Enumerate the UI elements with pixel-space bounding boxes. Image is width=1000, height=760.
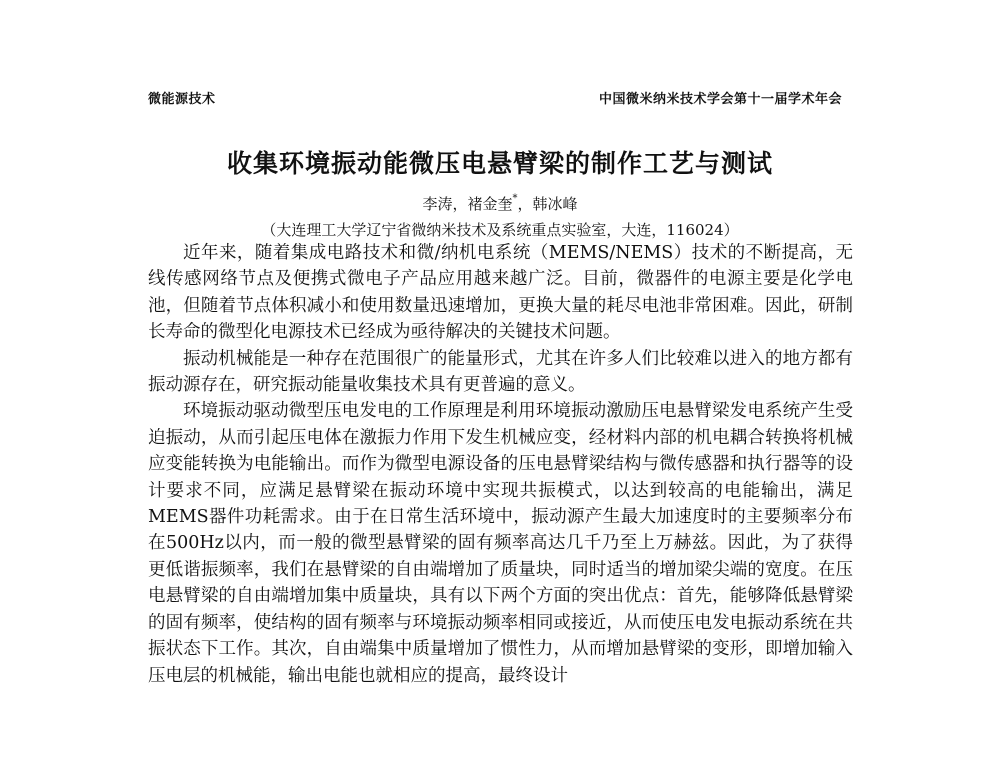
running-header-right: 中国微米纳米技术学会第十一届学术年会	[598, 92, 842, 107]
body-text	[148, 240, 853, 689]
paper-title: 收集环境振动能微压电悬臂梁的制作工艺与测试	[226, 149, 773, 178]
paragraph-vibration-energy: 振动机械能是一种存在范围很广的能量形式，尤其在许多人们比较难以进入的地方都有振动源存在，研究振动能量收集技术具有更普遍的意义。	[148, 348, 853, 396]
paragraph-intro: 近年来，随着集成电路技术和微/纳机电系统（MEMS/NEMS）技术的不断提高，无线传感网络节点及便携式微电子产品应用越来越广泛。目前，微器件的电源主要是化学电池，但随着节点体积减小和使用数量迅速增加，更换大量的耗尽电池非常困难。因此，研制长寿命的微型化电源技术已经成为亟待解决的关键技术问题。	[148, 243, 853, 343]
running-header-left: 微能源技术	[148, 92, 216, 107]
author-line	[0, 193, 1000, 214]
author-names-2: ，韩冰峰	[517, 195, 578, 213]
corresponding-author-mark: *	[512, 193, 518, 204]
paragraph-working-principle: 环境振动驱动微型压电发电的工作原理是利用环境振动激励压电悬臂梁发电系统产生受迫振动，从而引起压电体在激振力作用下发生机械应变，经材料内部的机电耦合转换将机械应变能转换为电能输出。而作为微型电源设备的压电悬臂梁结构与微传感器和执行器等的设计要求不同，应满足悬臂梁在振动环境中实现共振模式，以达到较高的电能输出，满足MEMS器件功耗需求。由于在日常生活环境中，振动源产生最大加速度时的主要频率分布在500Hz以内，而一般的微型悬臂梁的固有频率高达几千乃至上万赫兹。因此，为了获得更低谐振频率，我们在悬臂梁的自由端增加了质量块，同时适当的增加梁尖端的宽度。在压电悬臂梁的自由端增加集中质量块，具有以下两个方面的突出优点：首先，能够降低悬臂梁的固有频率，使结构的固有频率与环境振动频率相同或接近，从而使压电发电振动系统在共振状态下工作。其次，自由端集中质量增加了惯性力，从而增加悬臂梁的变形，即增加输入压电层的机械能，输出电能也就相应的提高，最终设计	[148, 401, 853, 686]
author-names-1: 李涛，褚金奎	[422, 195, 513, 213]
affiliation: （大连理工大学辽宁省微纳米技术及系统重点实验室，大连，116024）	[261, 221, 739, 239]
